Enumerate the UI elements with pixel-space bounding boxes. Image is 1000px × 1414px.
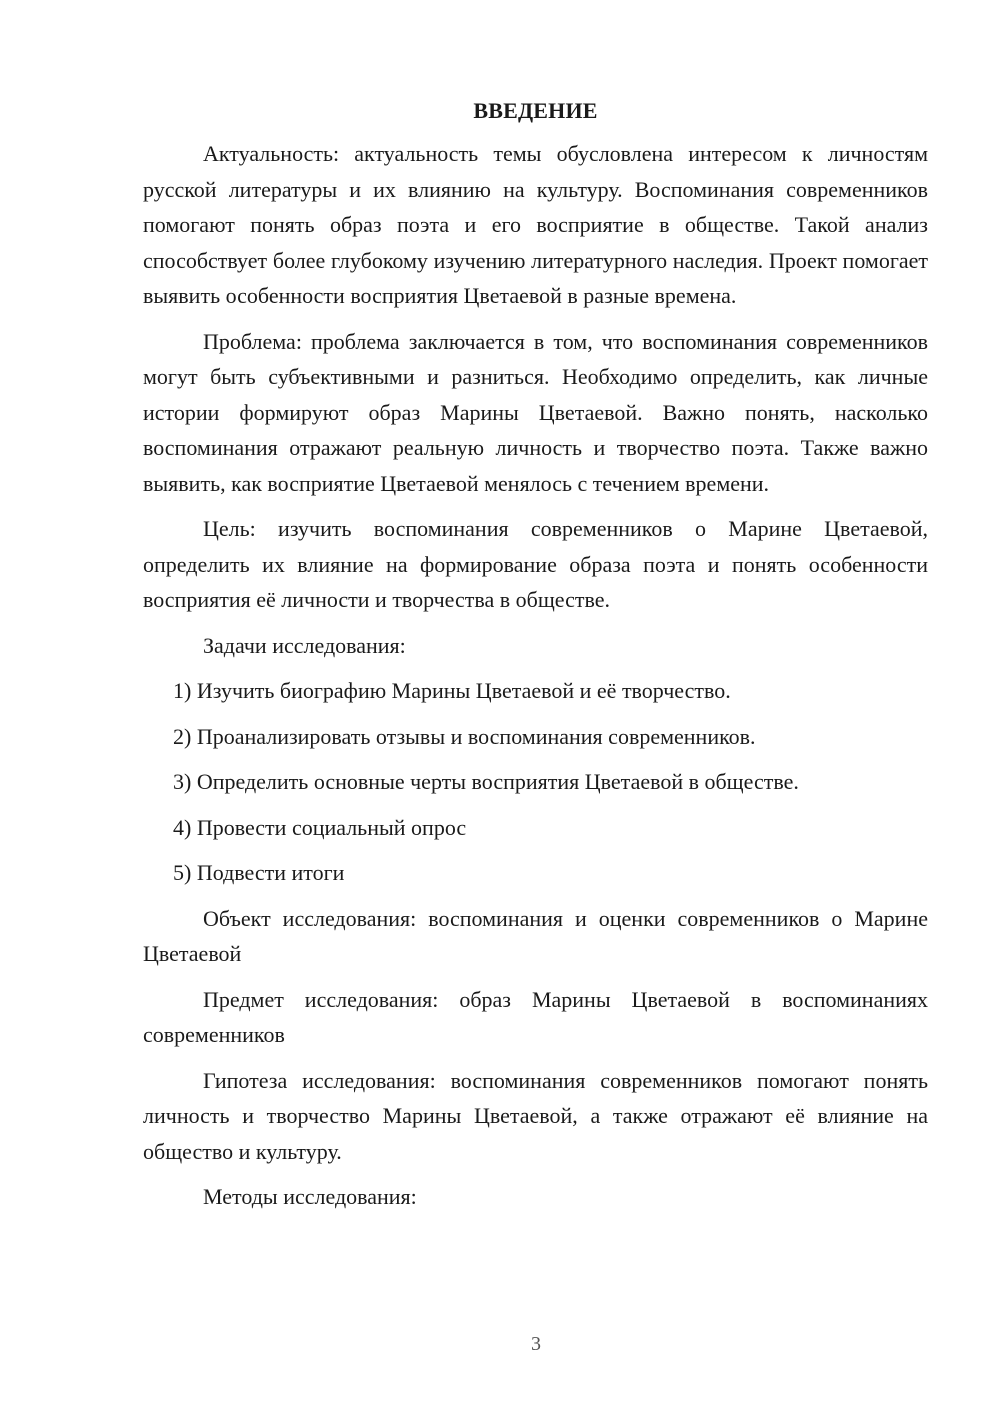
task-item: 3) Определить основные черты восприятия Цветаевой в обществе. (173, 769, 799, 794)
task-item: 2) Проанализировать отзывы и воспоминания современников. (173, 723, 756, 749)
task-item: 4) Провести социальный опрос (173, 814, 467, 840)
relevance-paragraph: Актуальность: актуальность темы обусловлена интересом к личностям русской литературы и их влиянию на культуру. Воспоминания современников помогают понять образ поэта и его восприятие в обществе. Такой анализ способствует более глубокому изучению литературного наследия. Проект помогает выявить особенности восприятия Цветаевой в разные времена. (143, 141, 928, 308)
goal-paragraph: Цель: изучить воспоминания современников о Марине Цветаевой, определить их влияние на формирование образа поэта и понять особенности восприятия её личности и творчества в обществе. (143, 516, 928, 612)
page-number: 3 (531, 1333, 541, 1355)
tasks-list (143, 673, 928, 891)
object-paragraph: Объект исследования: воспоминания и оценки современников о Марине Цветаевой (143, 905, 928, 966)
hypothesis-paragraph: Гипотеза исследования: воспоминания современников помогают понять личность и творчество Марины Цветаевой, а также отражают её влияние на общество и культуру. (143, 1067, 928, 1164)
subject-paragraph: Предмет исследования: образ Марины Цветаевой в воспоминаниях современников (143, 986, 928, 1047)
page-content (143, 96, 928, 1225)
methods-label: Методы исследования: (203, 1184, 417, 1209)
tasks-label: Задачи исследования: (203, 632, 406, 658)
task-item: 1) Изучить биографию Марины Цветаевой и её творчество. (173, 678, 731, 703)
section-heading: ВВЕДЕНИЕ (473, 98, 598, 123)
problem-paragraph: Проблема: проблема заключается в том, что воспоминания современников могут быть субъективными и разниться. Необходимо определить, как личные истории формируют образ Марины Цветаевой. Важно понять, насколько воспоминания отражают реальную личность и творчество поэта. Также важно выявить, как восприятие Цветаевой менялось с течением времени. (143, 328, 928, 496)
task-item: 5) Подвести итоги (173, 860, 345, 885)
